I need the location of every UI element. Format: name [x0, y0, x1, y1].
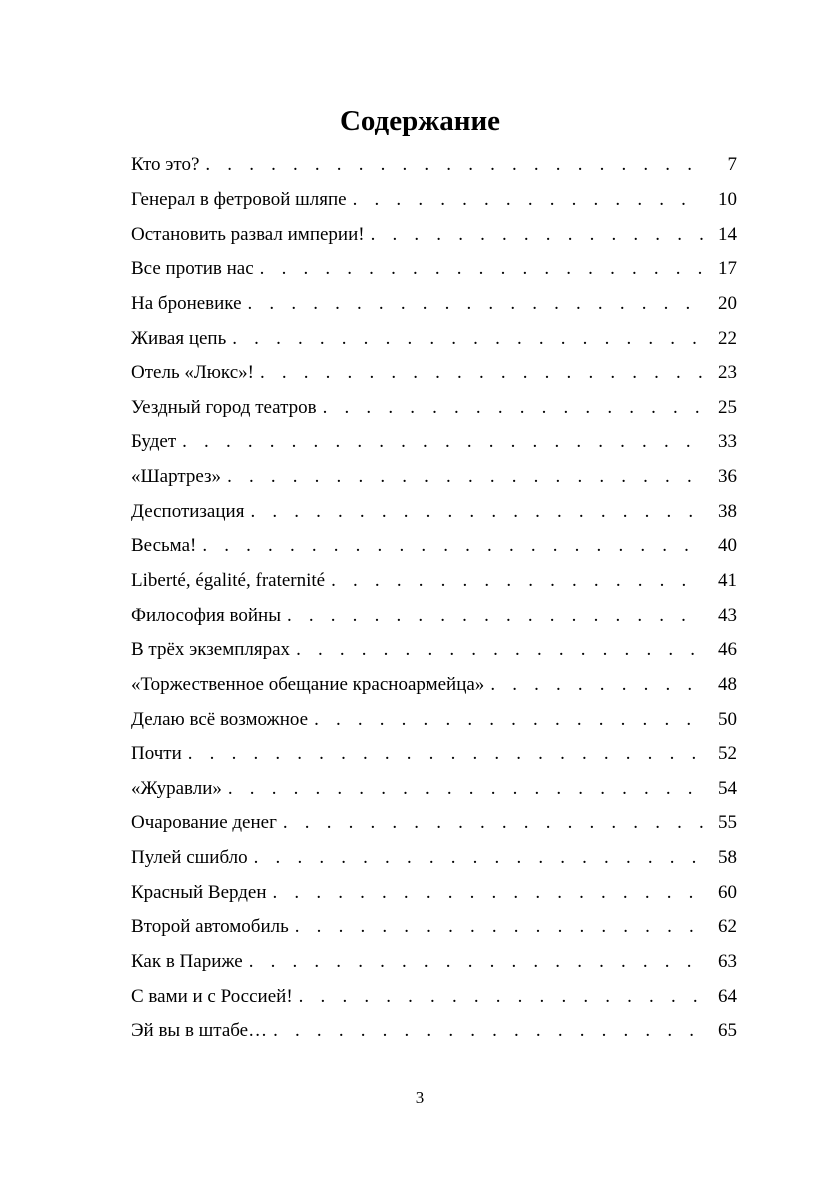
dot-leader — [260, 258, 703, 280]
toc-entry — [131, 287, 737, 322]
toc-entry — [131, 875, 737, 910]
page-title: Содержание — [339, 105, 501, 138]
dot-leader — [250, 501, 703, 523]
dot-leader — [260, 362, 703, 384]
toc-entry-page: 62 — [718, 916, 737, 938]
toc-entry-title: «Торжественное обещание красноармейца» — [131, 673, 485, 695]
toc-entry-title: Эй вы в штабе… — [131, 1020, 268, 1042]
toc-entry-page: 48 — [718, 673, 737, 695]
toc-entry-page: 23 — [718, 362, 737, 384]
dot-leader — [331, 570, 703, 592]
toc-entry-title: Очарование денег — [131, 812, 277, 834]
toc-entry — [131, 979, 737, 1014]
toc-entry-title: Liberté, égalité, fraternité — [131, 570, 326, 591]
toc-entry-page: 20 — [718, 292, 737, 314]
toc-entry-title: Уездный город театров — [131, 396, 317, 418]
dot-leader — [490, 674, 703, 696]
toc-entry — [131, 633, 737, 668]
toc-entry-title: Кто это? — [131, 154, 200, 176]
dot-leader — [227, 466, 703, 488]
toc-entry-page: 52 — [718, 743, 737, 765]
toc-entry-title: Генерал в фетровой шляпе — [131, 188, 347, 210]
toc-entry-title: Живая цепь — [131, 327, 227, 349]
dot-leader — [228, 778, 703, 800]
toc-entry-title: Красный Верден — [131, 881, 267, 903]
toc-entry — [131, 529, 737, 564]
toc-entry — [131, 425, 737, 460]
dot-leader — [188, 743, 703, 765]
dot-leader — [314, 709, 703, 731]
toc-entry — [131, 390, 737, 425]
toc-entry-title: С вами и с Россией! — [131, 985, 293, 1007]
toc-entry-title: Остановить развал империи! — [131, 223, 365, 245]
toc-entry — [131, 910, 737, 945]
toc-entry-title: «Шартрез» — [131, 466, 222, 488]
toc-entry-title: В трёх экземплярах — [131, 639, 291, 661]
toc-entry-title: Отель «Люкс»! — [131, 362, 254, 384]
toc-entry-page: 17 — [718, 258, 737, 280]
toc-entry-title: Деспотизация — [131, 500, 245, 522]
toc-entry-title: Почти — [131, 743, 182, 765]
toc-entry-page: 58 — [718, 847, 737, 869]
dot-leader — [353, 189, 703, 211]
toc-entry-title: Философия войны — [131, 604, 281, 626]
toc-entry-title: Все против нас — [131, 258, 254, 280]
toc-entry-page: 38 — [718, 500, 737, 522]
toc-entry-title: Весьма! — [131, 535, 197, 557]
page-number: 3 — [415, 1088, 425, 1107]
dot-leader — [371, 224, 703, 246]
dot-leader — [254, 847, 703, 869]
toc-entry-page: 7 — [727, 154, 737, 176]
toc-entry-page: 50 — [718, 708, 737, 730]
dot-leader — [273, 1020, 703, 1042]
toc-entry — [131, 598, 737, 633]
toc-entry-page: 22 — [718, 327, 737, 349]
toc-entry — [131, 841, 737, 876]
dot-leader — [182, 431, 703, 453]
toc-entry-title: Пулей сшибло — [131, 847, 248, 869]
dot-leader — [249, 951, 703, 973]
toc-entry-page: 64 — [718, 985, 737, 1007]
dot-leader — [205, 154, 703, 176]
toc-entry-page: 43 — [718, 604, 737, 626]
toc-entry-page: 65 — [718, 1020, 737, 1042]
toc-entry-title: Второй автомобиль — [131, 916, 289, 938]
toc-entry-title: На броневике — [131, 292, 242, 314]
toc-entry — [131, 806, 737, 841]
toc-entry-page: 25 — [718, 396, 737, 418]
table-of-contents — [131, 148, 737, 1049]
toc-entry — [131, 148, 737, 183]
toc-entry-page: 14 — [718, 223, 737, 245]
toc-entry-page: 55 — [718, 812, 737, 834]
dot-leader — [248, 293, 703, 315]
toc-entry — [131, 356, 737, 391]
dot-leader — [202, 535, 703, 557]
toc-entry-page: 40 — [718, 535, 737, 557]
toc-entry-page: 60 — [718, 881, 737, 903]
toc-entry — [131, 772, 737, 807]
toc-entry-page: 46 — [718, 639, 737, 661]
toc-entry — [131, 494, 737, 529]
toc-entry-title: Как в Париже — [131, 951, 243, 973]
toc-entry — [131, 1014, 737, 1049]
toc-entry-title: Делаю всё возможное — [131, 708, 309, 730]
toc-entry — [131, 737, 737, 772]
toc-entry — [131, 945, 737, 980]
dot-leader — [323, 397, 703, 419]
toc-entry-page: 54 — [718, 777, 737, 799]
toc-entry — [131, 460, 737, 495]
toc-entry — [131, 564, 737, 599]
toc-entry-page: 36 — [718, 466, 737, 488]
toc-entry — [131, 668, 737, 703]
toc-entry-page: 41 — [718, 570, 737, 591]
dot-leader — [295, 916, 703, 938]
dot-leader — [283, 812, 703, 834]
toc-entry-title: Будет — [131, 431, 177, 453]
toc-entry-page: 33 — [718, 431, 737, 453]
dot-leader — [232, 328, 703, 350]
dot-leader — [287, 605, 703, 627]
toc-entry — [131, 252, 737, 287]
toc-entry-page: 10 — [718, 188, 737, 210]
toc-entry — [131, 321, 737, 356]
toc-entry — [131, 702, 737, 737]
toc-entry-title: «Журавли» — [131, 777, 222, 799]
dot-leader — [299, 986, 703, 1008]
dot-leader — [273, 882, 703, 904]
toc-entry — [131, 217, 737, 252]
dot-leader — [296, 639, 703, 661]
toc-entry-page: 63 — [718, 951, 737, 973]
toc-entry — [131, 183, 737, 218]
